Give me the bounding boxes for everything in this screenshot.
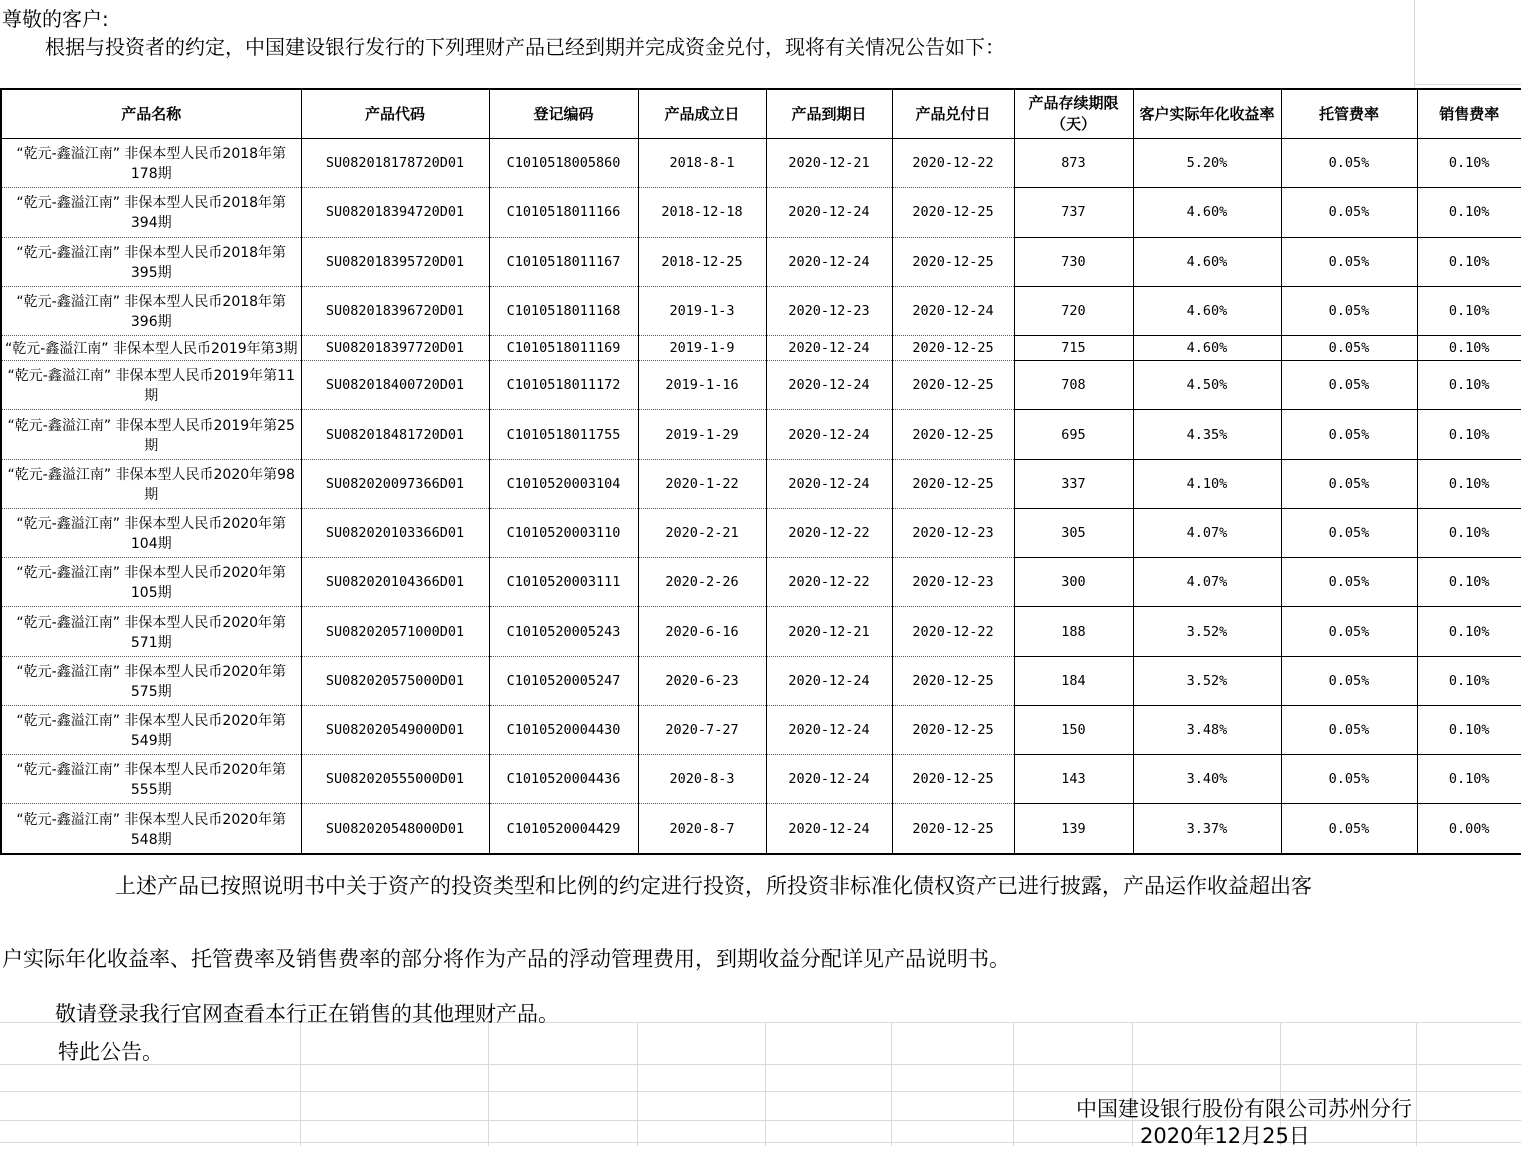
table-cell: 2020-2-26 [638, 558, 766, 607]
table-cell: 0.10% [1417, 361, 1521, 410]
table-cell: 2020-2-21 [638, 508, 766, 557]
table-cell: 0.05% [1281, 607, 1417, 656]
table-cell: 0.10% [1417, 410, 1521, 459]
table-cell: 4.35% [1133, 410, 1281, 459]
table-cell: 0.10% [1417, 237, 1521, 286]
table-cell: 4.60% [1133, 188, 1281, 237]
table-cell: 0.00% [1417, 804, 1521, 854]
gridline [1416, 1022, 1417, 1146]
table-row [1, 336, 1521, 361]
table-cell: SU082020097366D01 [301, 459, 489, 508]
table-cell: 0.10% [1417, 656, 1521, 705]
salutation-text: 尊敬的客户: [2, 7, 109, 31]
table-cell: C1010518011167 [489, 237, 638, 286]
table-cell: 715 [1014, 336, 1133, 361]
gridline [637, 1022, 638, 1146]
table-cell: 0.05% [1281, 410, 1417, 459]
table-cell: 5.20% [1133, 139, 1281, 188]
table-cell: 730 [1014, 237, 1133, 286]
footer-closing: 特此公告。 [58, 1040, 163, 1064]
table-row [1, 558, 1521, 607]
table-row [1, 656, 1521, 705]
table-row [1, 755, 1521, 804]
table-cell: 0.10% [1417, 558, 1521, 607]
table-cell: 2020-12-25 [892, 804, 1014, 854]
table-cell: SU082020549000D01 [301, 705, 489, 754]
table-cell: C1010520003110 [489, 508, 638, 557]
table-cell: C1010518011755 [489, 410, 638, 459]
table-cell: 0.10% [1417, 336, 1521, 361]
table-cell: 2019-1-3 [638, 286, 766, 335]
table-cell: 0.05% [1281, 361, 1417, 410]
table-cell: 150 [1014, 705, 1133, 754]
table-cell: 2020-12-25 [892, 361, 1014, 410]
gridline [1414, 0, 1415, 88]
table-cell: SU082018394720D01 [301, 188, 489, 237]
table-cell: 4.10% [1133, 459, 1281, 508]
table-cell: C1010520004429 [489, 804, 638, 854]
table-cell: 2019-1-16 [638, 361, 766, 410]
header-maturity-date: 产品到期日 [766, 89, 892, 139]
table-cell: 0.05% [1281, 656, 1417, 705]
table-cell: SU082020555000D01 [301, 755, 489, 804]
table-cell: 0.05% [1281, 459, 1417, 508]
table-cell: 0.05% [1281, 188, 1417, 237]
table-header-row [1, 89, 1521, 139]
table-cell: “乾元-鑫溢江南” 非保本型人民币2020年第98期 [1, 459, 301, 508]
announcement-date: 2020年12月25日 [1140, 1124, 1310, 1148]
table-row [1, 286, 1521, 335]
table-cell: 2020-12-24 [766, 804, 892, 854]
table-cell: 0.05% [1281, 558, 1417, 607]
table-cell: C1010520003111 [489, 558, 638, 607]
table-cell: 2020-12-24 [766, 705, 892, 754]
table-cell: “乾元-鑫溢江南” 非保本型人民币2020年第548期 [1, 804, 301, 854]
table-cell: 2020-7-27 [638, 705, 766, 754]
table-cell: 3.37% [1133, 804, 1281, 854]
table-row [1, 410, 1521, 459]
table-cell: SU082020103366D01 [301, 508, 489, 557]
table-cell: 2020-12-21 [766, 139, 892, 188]
table-cell: SU082018481720D01 [301, 410, 489, 459]
table-cell: 4.60% [1133, 286, 1281, 335]
footer-note: 敬请登录我行官网查看本行正在销售的其他理财产品。 [55, 1002, 559, 1026]
table-cell: 2020-12-24 [766, 188, 892, 237]
table-cell: 337 [1014, 459, 1133, 508]
table-cell: 2020-12-24 [766, 755, 892, 804]
table-cell: 0.10% [1417, 286, 1521, 335]
issuer-signature: 中国建设银行股份有限公司苏州分行 [1076, 1097, 1412, 1121]
table-cell: 2020-12-25 [892, 410, 1014, 459]
table-cell: SU082018395720D01 [301, 237, 489, 286]
table-cell: 2020-12-25 [892, 705, 1014, 754]
table-cell: 2020-12-24 [766, 656, 892, 705]
table-cell: 2020-8-7 [638, 804, 766, 854]
table-cell: 0.05% [1281, 508, 1417, 557]
table-cell: 2018-8-1 [638, 139, 766, 188]
gridline [300, 1022, 301, 1146]
table-cell: C1010520005247 [489, 656, 638, 705]
table-cell: 2020-12-25 [892, 237, 1014, 286]
table-cell: 0.10% [1417, 607, 1521, 656]
table-cell: 0.10% [1417, 139, 1521, 188]
table-cell: “乾元-鑫溢江南” 非保本型人民币2018年第394期 [1, 188, 301, 237]
gridline [0, 1091, 1521, 1092]
table-cell: 184 [1014, 656, 1133, 705]
header-sales-fee: 销售费率 [1417, 89, 1521, 139]
gridline [765, 1022, 766, 1146]
table-cell: 2020-12-25 [892, 755, 1014, 804]
header-custody-fee: 托管费率 [1281, 89, 1417, 139]
table-cell: 2020-6-16 [638, 607, 766, 656]
table-cell: “乾元-鑫溢江南” 非保本型人民币2020年第571期 [1, 607, 301, 656]
table-cell: C1010520004430 [489, 705, 638, 754]
table-cell: 2019-1-9 [638, 336, 766, 361]
table-row [1, 459, 1521, 508]
table-cell: 2020-12-21 [766, 607, 892, 656]
table-cell: 2020-12-24 [766, 336, 892, 361]
table-cell: “乾元-鑫溢江南” 非保本型人民币2020年第104期 [1, 508, 301, 557]
table-cell: 3.40% [1133, 755, 1281, 804]
table-cell: SU082018178720D01 [301, 139, 489, 188]
footer-paragraph-line1: 上述产品已按照说明书中关于资产的投资类型和比例的约定进行投资，所投资非标准化债权资产已进行披露，产品运作收益超出客 [115, 874, 1312, 898]
table-cell: C1010518011169 [489, 336, 638, 361]
table-row [1, 508, 1521, 557]
table-cell: 0.10% [1417, 188, 1521, 237]
table-cell: 0.05% [1281, 237, 1417, 286]
table-cell: 0.05% [1281, 755, 1417, 804]
table-row [1, 361, 1521, 410]
table-row [1, 188, 1521, 237]
table-cell: “乾元-鑫溢江南” 非保本型人民币2019年第3期 [1, 336, 301, 361]
table-cell: 4.07% [1133, 558, 1281, 607]
table-cell: “乾元-鑫溢江南” 非保本型人民币2020年第575期 [1, 656, 301, 705]
table-cell: “乾元-鑫溢江南” 非保本型人民币2020年第549期 [1, 705, 301, 754]
table-cell: 2020-12-25 [892, 336, 1014, 361]
header-product-name: 产品名称 [1, 89, 301, 139]
table-cell: SU082018397720D01 [301, 336, 489, 361]
header-annualized-yield: 客户实际年化收益率 [1133, 89, 1281, 139]
table-row [1, 139, 1521, 188]
table-cell: “乾元-鑫溢江南” 非保本型人民币2018年第178期 [1, 139, 301, 188]
gridline [488, 1022, 489, 1146]
table-cell: SU082018400720D01 [301, 361, 489, 410]
table-cell: SU082020575000D01 [301, 656, 489, 705]
table-cell: 737 [1014, 188, 1133, 237]
table-cell: 188 [1014, 607, 1133, 656]
table-cell: 2020-12-23 [766, 286, 892, 335]
table-cell: “乾元-鑫溢江南” 非保本型人民币2020年第105期 [1, 558, 301, 607]
table-cell: 143 [1014, 755, 1133, 804]
table-row [1, 237, 1521, 286]
table-cell: “乾元-鑫溢江南” 非保本型人民币2020年第555期 [1, 755, 301, 804]
table-cell: SU082020548000D01 [301, 804, 489, 854]
table-cell: 2020-8-3 [638, 755, 766, 804]
table-cell: C1010520005243 [489, 607, 638, 656]
table-cell: C1010518005860 [489, 139, 638, 188]
table-cell: “乾元-鑫溢江南” 非保本型人民币2019年第25期 [1, 410, 301, 459]
intro-text: 根据与投资者的约定，中国建设银行发行的下列理财产品已经到期并完成资金兑付，现将有关情况公告如下： [45, 35, 1005, 59]
table-cell: 708 [1014, 361, 1133, 410]
gridline [1132, 1022, 1133, 1146]
table-cell: 0.10% [1417, 755, 1521, 804]
table-cell: 4.07% [1133, 508, 1281, 557]
table-cell: 2020-12-24 [766, 237, 892, 286]
table-row [1, 804, 1521, 854]
table-cell: 300 [1014, 558, 1133, 607]
table-cell: 2020-12-24 [892, 286, 1014, 335]
gridline [1013, 1022, 1014, 1146]
table-cell: C1010520003104 [489, 459, 638, 508]
table-cell: 0.05% [1281, 804, 1417, 854]
table-cell: 0.05% [1281, 705, 1417, 754]
table-cell: 2020-12-25 [892, 656, 1014, 705]
table-cell: 0.05% [1281, 336, 1417, 361]
table-cell: 0.05% [1281, 286, 1417, 335]
table-cell: C1010518011172 [489, 361, 638, 410]
table-cell: 2020-12-24 [766, 459, 892, 508]
table-cell: 305 [1014, 508, 1133, 557]
table-cell: 4.60% [1133, 237, 1281, 286]
header-registration-code: 登记编码 [489, 89, 638, 139]
gridline [0, 1064, 1521, 1065]
table-cell: 2020-12-22 [766, 558, 892, 607]
table-row [1, 607, 1521, 656]
table-cell: 2020-12-23 [892, 558, 1014, 607]
table-cell: 0.05% [1281, 139, 1417, 188]
header-product-code: 产品代码 [301, 89, 489, 139]
table-cell: “乾元-鑫溢江南” 非保本型人民币2018年第395期 [1, 237, 301, 286]
table-cell: 0.10% [1417, 459, 1521, 508]
table-cell: C1010518011168 [489, 286, 638, 335]
table-cell: 2019-1-29 [638, 410, 766, 459]
table-cell: 0.10% [1417, 508, 1521, 557]
table-row [1, 705, 1521, 754]
table-cell: 2018-12-18 [638, 188, 766, 237]
table-cell: 4.50% [1133, 361, 1281, 410]
gridline [891, 1022, 892, 1146]
table-cell: C1010520004436 [489, 755, 638, 804]
table-cell: SU082020104366D01 [301, 558, 489, 607]
table-cell: “乾元-鑫溢江南” 非保本型人民币2019年第11期 [1, 361, 301, 410]
table-cell: 2020-12-24 [766, 361, 892, 410]
table-cell: 2020-12-23 [892, 508, 1014, 557]
table-cell: 3.52% [1133, 656, 1281, 705]
table-cell: “乾元-鑫溢江南” 非保本型人民币2018年第396期 [1, 286, 301, 335]
table-cell: SU082018396720D01 [301, 286, 489, 335]
footer-paragraph-line2: 户实际年化收益率、托管费率及销售费率的部分将作为产品的浮动管理费用，到期收益分配详见产品说明书。 [2, 947, 1010, 971]
table-cell: 2020-12-24 [766, 410, 892, 459]
table-cell: 2020-6-23 [638, 656, 766, 705]
table-cell: 2020-12-22 [892, 607, 1014, 656]
table-cell: 0.10% [1417, 705, 1521, 754]
table-cell: 2020-1-22 [638, 459, 766, 508]
table-cell: 873 [1014, 139, 1133, 188]
table-cell: 2020-12-25 [892, 188, 1014, 237]
header-establish-date: 产品成立日 [638, 89, 766, 139]
products-table [0, 88, 1521, 855]
table-cell: SU082020571000D01 [301, 607, 489, 656]
table-cell: 2020-12-22 [892, 139, 1014, 188]
table-cell: 2020-12-22 [766, 508, 892, 557]
table-cell: 139 [1014, 804, 1133, 854]
table-cell: 4.60% [1133, 336, 1281, 361]
table-cell: 695 [1014, 410, 1133, 459]
table-cell: 3.52% [1133, 607, 1281, 656]
header-payment-date: 产品兑付日 [892, 89, 1014, 139]
table-cell: C1010518011166 [489, 188, 638, 237]
gridline [1414, 84, 1521, 85]
table-cell: 720 [1014, 286, 1133, 335]
table-cell: 2018-12-25 [638, 237, 766, 286]
header-duration-days: 产品存续期限（天） [1014, 89, 1133, 139]
table-cell: 3.48% [1133, 705, 1281, 754]
table-cell: 2020-12-25 [892, 459, 1014, 508]
